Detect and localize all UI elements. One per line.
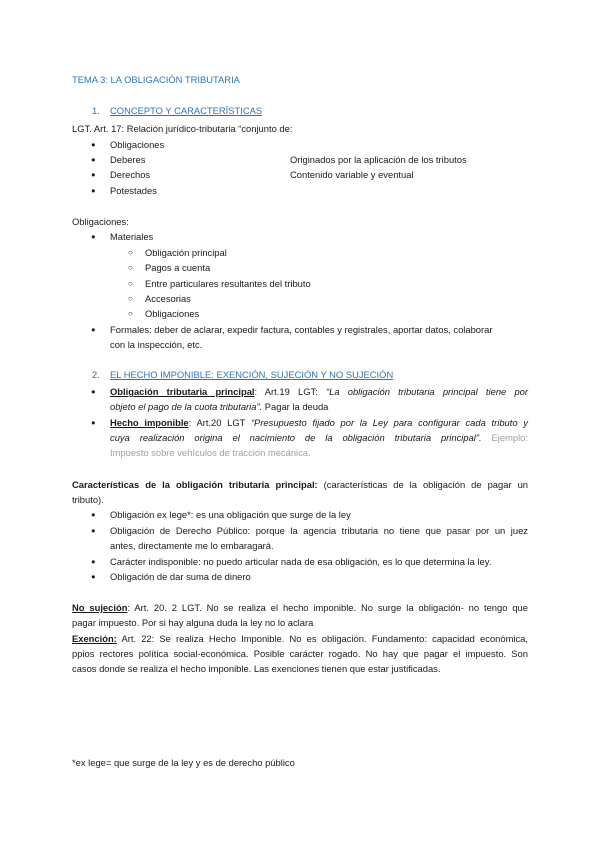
bullet-formales: ● Formales: deber de aclarar, expedir factura, contables y registrales, aportar datos, colaborar: [110, 324, 492, 336]
hi-example-text: Impuesto sobre vehículos de tracción mecánica.: [110, 447, 311, 458]
exencion-label: Exención:: [72, 633, 117, 644]
sub-obligacion-principal: ○ Obligación principal: [145, 247, 227, 259]
exencion-text3: casos donde se realiza el hecho imponible. Las exenciones tienen que estar justificadas.: [72, 663, 441, 674]
no-sujecion-line1: [72, 602, 528, 614]
note-derechos: Contenido variable y eventual: [290, 169, 414, 180]
footnote: *ex lege= que surge de la ley y es de derecho público: [72, 757, 295, 768]
bullet-indisponible: ● Carácter indisponible: no puedo articular nada de esa obligación, es lo que determina la ley.: [110, 556, 491, 568]
bullet-ex-lege: ● Obligación ex lege*: es una obligación que surge de la ley: [110, 509, 351, 521]
note-deberes: Originados por la aplicación de los tributos: [290, 154, 467, 165]
section2-number: 2.: [92, 369, 100, 380]
no-sujecion-label: No sujeción: [72, 602, 128, 613]
bullet-suma-dinero: ● Obligación de dar suma de dinero: [110, 571, 251, 583]
bullet-obligacion-principal: [110, 386, 528, 398]
op-label: Obligación tributaria principal: [110, 386, 255, 397]
caracteristicas-desc2: tributo).: [72, 494, 104, 505]
no-sujecion-text2: pagar impuesto. Por si hay alguna duda la ley no lo aclara: [72, 617, 314, 628]
hi-quote-line1: “Presupuesto fijado por la Ley para configurar cada tributo y: [250, 417, 528, 428]
bullet-derechos: ● Derechos: [110, 169, 150, 181]
hi-ref: : Art.20 LGT: [188, 417, 251, 428]
exencion-text1: Art. 22: Se realiza Hecho Imponible. No es obligación. Fundamento: capacidad económica,: [116, 633, 528, 644]
bullet-materiales: ● Materiales: [110, 231, 153, 243]
section2-heading: EL HECHO IMPONIBLE: EXENCIÓN, SUJECIÓN Y NO SUJECIÓN: [110, 369, 394, 380]
document-title: TEMA 3: LA OBLIGACIÓN TRIBUTARIA: [72, 74, 240, 85]
op-tail: Pagar la deuda: [262, 401, 329, 412]
bullet-potestades: ● Potestades: [110, 185, 157, 197]
sub-entre-particulares: ○ Entre particulares resultantes del tributo: [145, 278, 311, 290]
sub-accesorias: ○ Accesorias: [145, 293, 191, 305]
derecho-publico-continuation: antes, directamente me lo embaragará.: [110, 540, 274, 551]
exencion-line1: [72, 633, 528, 645]
bullet-hecho-imponible: [110, 417, 528, 429]
sub-obligaciones: ○ Obligaciones: [145, 308, 199, 320]
obligaciones-label: Obligaciones:: [72, 216, 129, 227]
caracteristicas-line1: [72, 479, 528, 491]
section1-intro: LGT. Art. 17: Relación jurídico-tributaria “conjunto de:: [72, 123, 293, 134]
bullet-derecho-publico: ● Obligación de Derecho Público: porque la agencia tributaria no tiene que pasar por un juez: [110, 525, 528, 537]
caracteristicas-desc1: (características de la obligación de pagar un: [317, 479, 528, 490]
hi-label: Hecho imponible: [110, 417, 189, 428]
op-line2: [110, 401, 328, 413]
op-ref: : Art.19 LGT:: [254, 386, 326, 397]
section1-heading: CONCEPTO Y CARACTERÍSTICAS: [110, 105, 263, 116]
bullet-deberes: ● Deberes: [110, 154, 145, 166]
bullet-obligaciones: ● Obligaciones: [110, 139, 164, 151]
hi-quote-line2: cuya realización origina el nacimiento de la obligación tributaria principal”.: [110, 432, 482, 443]
formales-continuation: con la inspección, etc.: [110, 339, 203, 350]
hi-example-label: Ejemplo:: [491, 432, 528, 443]
caracteristicas-label: Características de la obligación tributaria principal:: [72, 479, 318, 490]
no-sujecion-text1: : Art. 20. 2 LGT. No se realiza el hecho imponible. No surge la obligación- no tengo que: [127, 602, 528, 613]
exencion-text2: ppios rectores política social-económica. Posible carácter rogado. No hay que pagar el impuesto. Son: [72, 648, 528, 659]
sub-pagos-a-cuenta: ○ Pagos a cuenta: [145, 262, 210, 274]
hi-line2: [110, 432, 528, 444]
op-quote-line1: “La obligación tributaria principal tiene por: [326, 386, 528, 397]
section1-number: 1.: [92, 105, 100, 116]
op-quote-line2: objeto el pago de la cuota tributaria”.: [110, 401, 263, 412]
